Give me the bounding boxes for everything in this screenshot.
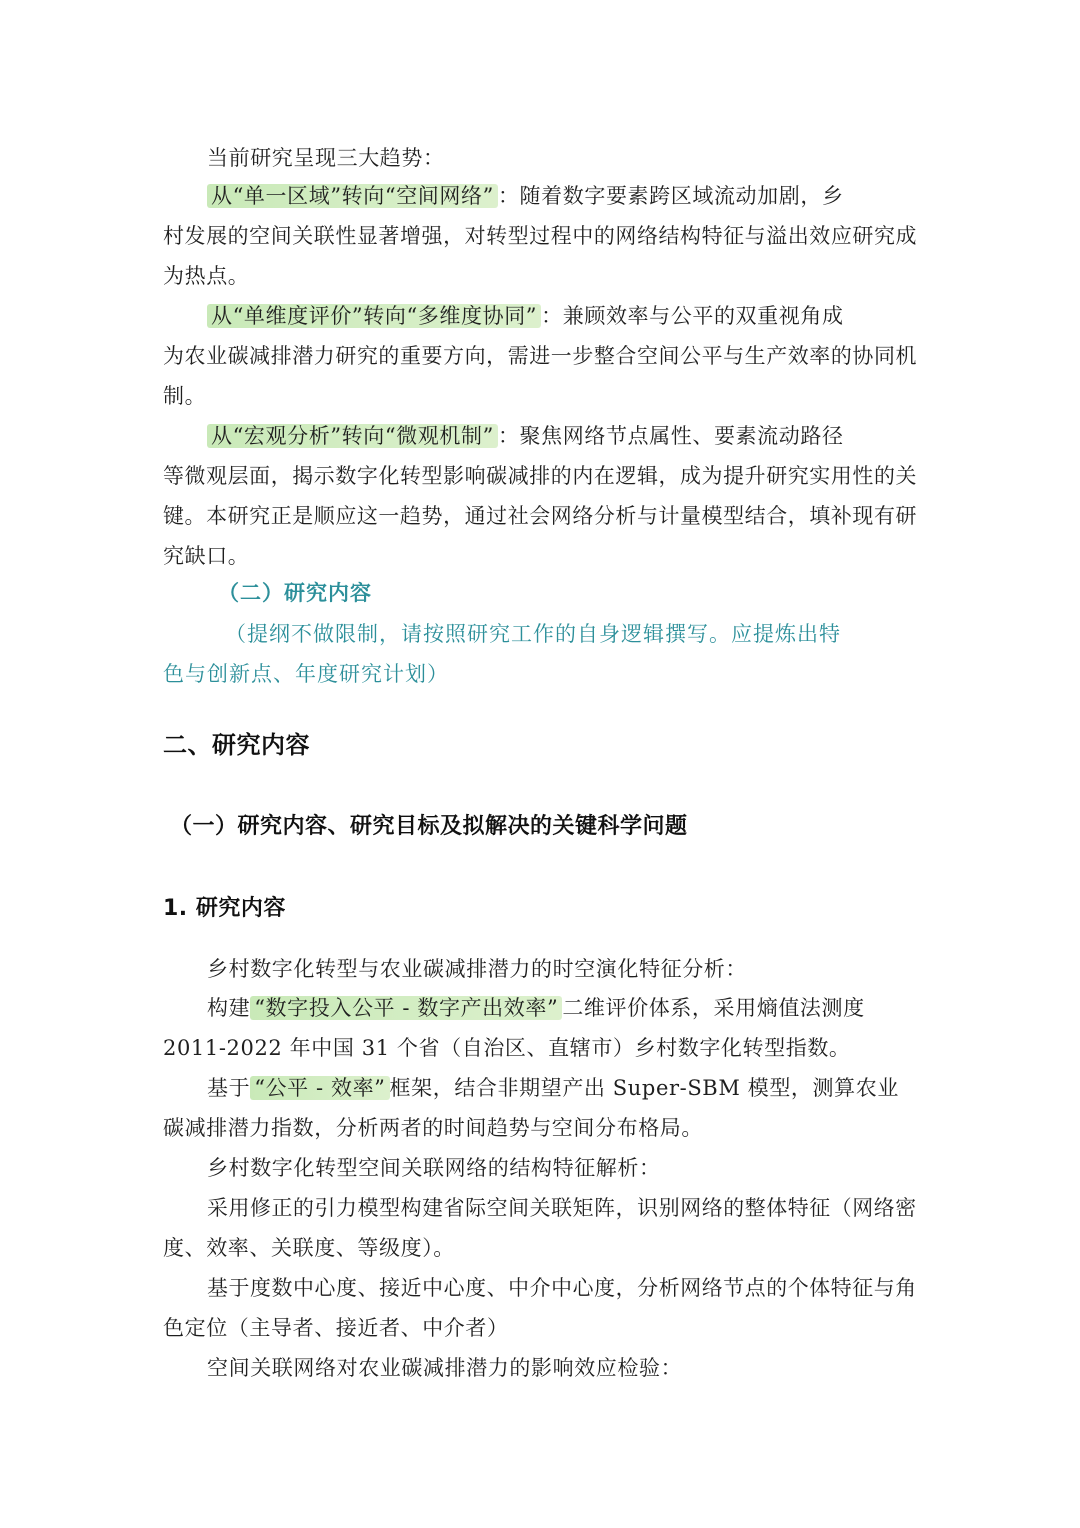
content-p2-prefix: 构建 xyxy=(207,996,251,1020)
trend-3-line-2: 等微观层面，揭示数字化转型影响碳减排的内在逻辑，成为提升研究实用性的关 xyxy=(163,464,918,488)
content-p3-line-2: 碳减排潜力指数，分析两者的时间趋势与空间分布格局。 xyxy=(163,1116,703,1140)
trend-1-line-1 xyxy=(207,176,844,216)
content-p2-line-1 xyxy=(207,988,865,1028)
trend-1-line-3: 为热点。 xyxy=(163,264,250,288)
template-note-line-1: （提纲不做限制，请按照研究工作的自身逻辑撰写。应提炼出特 xyxy=(225,622,841,646)
content-p5-line-1: 采用修正的引力模型构建省际空间关联矩阵，识别网络的整体特征（网络密 xyxy=(207,1196,917,1220)
content-p3-highlight: “公平 - 效率” xyxy=(250,1076,389,1100)
content-p2-rest: 二维评价体系，采用熵值法测度 xyxy=(562,996,865,1020)
trend-3-text: ：聚焦网络节点属性、要素流动路径 xyxy=(497,424,844,448)
trend-3-line-4: 究缺口。 xyxy=(163,544,250,568)
content-p2-highlight: “数字投入公平 - 数字产出效率” xyxy=(250,996,562,1020)
trend-3-highlight: 从“宏观分析”转向“微观机制” xyxy=(207,424,498,448)
template-heading: （二）研究内容 xyxy=(218,581,372,605)
subsubsection-heading: 1. 研究内容 xyxy=(163,896,286,921)
content-p6-line-1: 基于度数中心度、接近中心度、中介中心度，分析网络节点的个体特征与角 xyxy=(207,1276,917,1300)
content-p1: 乡村数字化转型与农业碳减排潜力的时空演化特征分析： xyxy=(207,957,747,981)
template-note-line-2: 色与创新点、年度研究计划） xyxy=(163,662,449,686)
trend-3-line-1 xyxy=(207,416,844,456)
trend-1-highlight: 从“单一区域”转向“空间网络” xyxy=(207,184,498,208)
section-heading: 二、研究内容 xyxy=(163,731,310,759)
trend-3-line-3: 键。本研究正是顺应这一趋势，通过社会网络分析与计量模型结合，填补现有研 xyxy=(163,504,918,528)
trend-2-text: ：兼顾效率与公平的双重视角成 xyxy=(541,304,844,328)
content-p2-line-2: 2011-2022 年中国 31 个省（自治区、直辖市）乡村数字化转型指数。 xyxy=(163,1036,851,1060)
subsection-heading: （一）研究内容、研究目标及拟解决的关键科学问题 xyxy=(170,814,688,839)
trend-2-line-1 xyxy=(207,296,844,336)
content-p3-rest: 框架，结合非期望产出 Super-SBM 模型，测算农业 xyxy=(389,1076,899,1100)
trend-1-line-2: 村发展的空间关联性显著增强，对转型过程中的网络结构特征与溢出效应研究成 xyxy=(163,224,918,248)
trend-1-text: ：随着数字要素跨区域流动加剧，乡 xyxy=(497,184,844,208)
trend-2-line-3: 制。 xyxy=(163,384,207,408)
content-p3-line-1 xyxy=(207,1068,899,1108)
trend-2-highlight: 从“单维度评价”转向“多维度协同” xyxy=(207,304,541,328)
trends-intro: 当前研究呈现三大趋势： xyxy=(207,146,445,170)
content-p7: 空间关联网络对农业碳减排潜力的影响效应检验： xyxy=(207,1356,683,1380)
content-p5-line-2: 度、效率、关联度、等级度）。 xyxy=(163,1236,455,1260)
content-p6-line-2: 色定位（主导者、接近者、中介者） xyxy=(163,1316,509,1340)
content-p3-prefix: 基于 xyxy=(207,1076,251,1100)
trend-2-line-2: 为农业碳减排潜力研究的重要方向，需进一步整合空间公平与生产效率的协同机 xyxy=(163,344,918,368)
content-p4: 乡村数字化转型空间关联网络的结构特征解析： xyxy=(207,1156,661,1180)
